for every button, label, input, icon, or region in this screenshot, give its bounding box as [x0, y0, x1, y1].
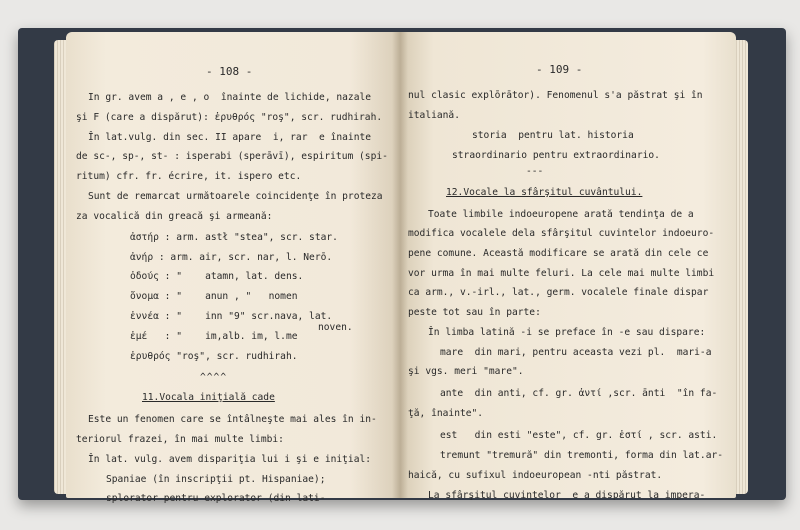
- text-line: straordinario pentru extraordinario.: [452, 150, 660, 161]
- text-line: În limba latină -i se preface în -e sau dispare:: [428, 327, 706, 338]
- page-edges-right: [734, 40, 748, 494]
- text-line: italiană.: [408, 110, 460, 121]
- text-line: ἐμέ : " im,alb. im, l.me: [130, 331, 298, 342]
- page-number: - 109 -: [536, 63, 583, 76]
- separator: ^^^^: [200, 372, 228, 383]
- text-line: ἀνήρ : arm. air, scr. nar, l. Nerō.: [130, 252, 333, 263]
- text-line: ca arm., v.-irl., lat., germ. vocalele finale dispar: [408, 287, 709, 298]
- text-line: nul clasic explōrātor). Fenomenul s'a păstrat şi în: [408, 90, 703, 101]
- text-line: splorator pentru explorator (din lati-: [106, 493, 326, 504]
- text-line: Sunt de remarcat următoarele coincidenţe în proteza: [88, 191, 383, 202]
- text-line: teriorul frazei, în mai multe limbi:: [76, 434, 284, 445]
- text-line: În lat. vulg. avem dispariţia lui i şi e iniţial:: [88, 454, 372, 465]
- text-line: Toate limbile indoeuropene arată tendinţa de a: [428, 209, 694, 220]
- text-line: pene comune. Această modificare se arată din cele ce: [408, 248, 709, 259]
- text-line: noven.: [318, 322, 353, 333]
- text-line: haică, cu sufixul indoeuropean -nti păstrat.: [408, 470, 663, 481]
- right-page: [400, 32, 736, 501]
- text-line: vor urma în mai multe feluri. La cele mai multe limbi: [408, 268, 715, 279]
- text-line: ţă, înainte".: [408, 408, 484, 419]
- text-line: Este un fenomen care se întâlneşte mai ales în in-: [88, 414, 377, 425]
- text-line: In gr. avem a , e , o înainte de lichide, nazale: [88, 92, 372, 103]
- text-line: În lat.vulg. din sec. II apare i, rar e înainte: [88, 132, 372, 143]
- text-line: ἐρυθρός "roş", scr. rudhirah.: [130, 351, 298, 362]
- text-line: est din esti "este", cf. gr. ἐστί , scr. asti.: [440, 430, 718, 441]
- separator: ---: [526, 166, 544, 177]
- text-line: ὀδούς : " atamn, lat. dens.: [130, 271, 304, 282]
- text-line: ritum) cfr. fr. écrire, it. ispero etc.: [76, 171, 302, 182]
- text-line: şi F (care a dispărut): ἐρυθρός "roş", scr. rudhirah.: [76, 112, 383, 123]
- page-number: - 108 -: [206, 65, 253, 78]
- text-line: za vocalică din greacă şi armeană:: [76, 211, 273, 222]
- text-line: ἐννέα : " inn "9" scr.nava, lat.: [130, 311, 333, 322]
- left-page: [66, 32, 400, 504]
- text-line: peste tot sau în parte:: [408, 307, 541, 318]
- text-line: ὄνομα : " anun , " nomen: [130, 291, 298, 302]
- text-line: de sc-, sp-, st- : isperabi (sperāvī), espiritum (spi-: [76, 151, 388, 162]
- text-line: şi vgs. meri "mare".: [408, 366, 524, 377]
- text-line: ἀστήρ : arm. astł "stea", scr. star.: [130, 232, 338, 243]
- text-line: La sfârşitul cuvintelor e a dispărut la impera-: [428, 490, 706, 501]
- section-heading: 12.Vocale la sfârşitul cuvântului.: [446, 187, 643, 198]
- text-line: tremunt "tremură" din tremonti, forma din lat.ar-: [440, 450, 724, 461]
- text-line: modifica vocalele dela sfârşitul cuvintelor indoeuro-: [408, 228, 715, 239]
- section-heading: 11.Vocala iniţială cade: [142, 392, 275, 403]
- text-line: mare din mari, pentru aceasta vezi pl. mari-a: [440, 347, 712, 358]
- text-line: ante din anti, cf. gr. ἀντί ,scr. ānti "în fa-: [440, 388, 718, 399]
- text-line: storia pentru lat. historia: [472, 130, 634, 141]
- book-gutter: [392, 32, 408, 498]
- text-line: Spaniae (în inscripţii pt. Hispaniae);: [106, 474, 326, 485]
